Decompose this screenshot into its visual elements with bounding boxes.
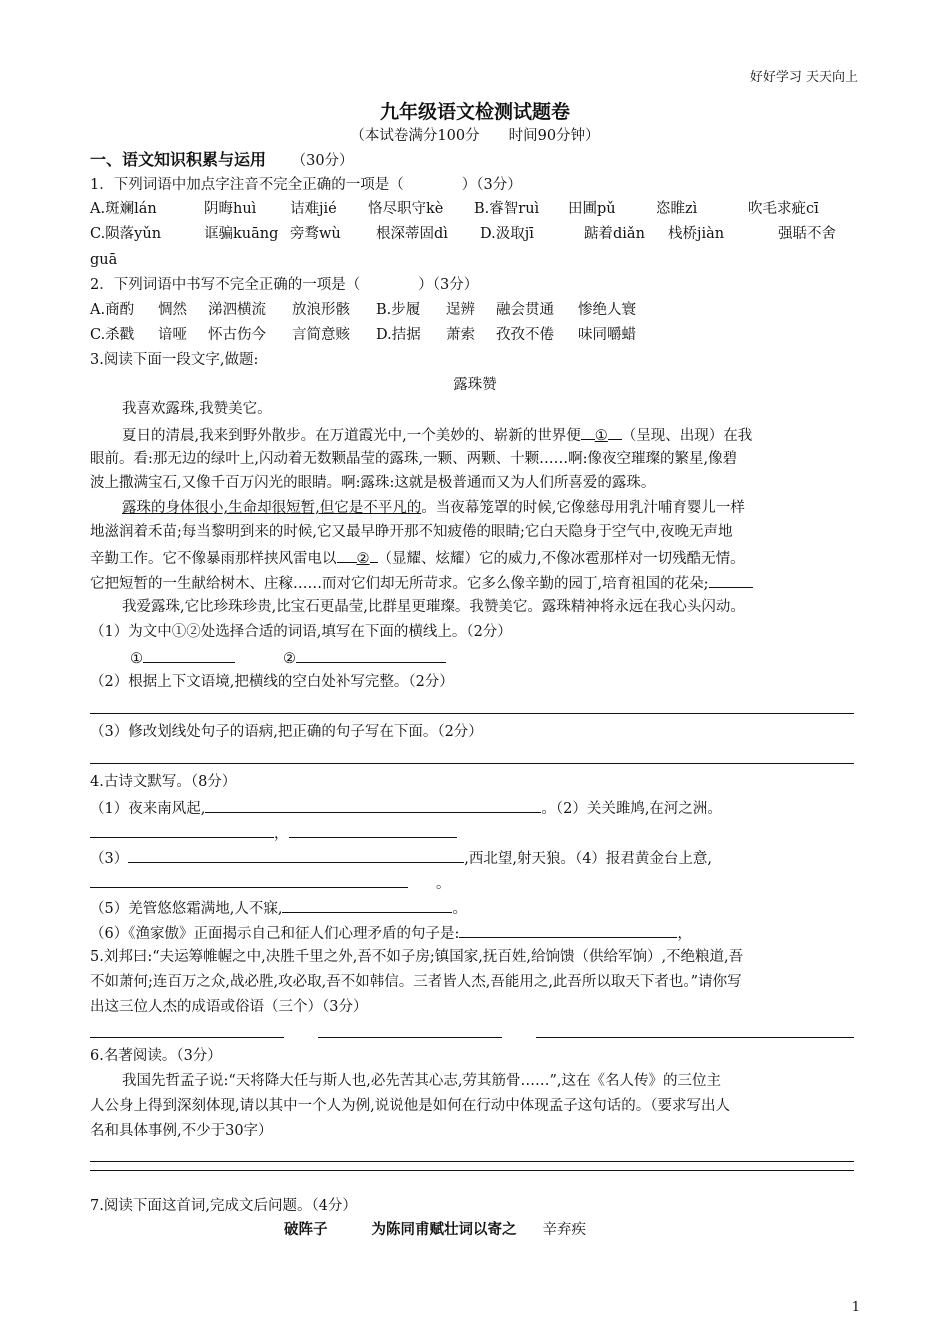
blank-2-right[interactable] [370, 547, 378, 563]
poem-subtitle: 为陈同甫赋壮词以寄之 [371, 1222, 517, 1238]
q1-a-1: A.斑斓lán [90, 201, 157, 217]
q1-c-2: 诓骗kuāng [204, 226, 279, 242]
q2-c-6: 萧索 [446, 327, 475, 343]
q1-a-3: 诘难jié [290, 201, 337, 217]
passage-p2-line1 [122, 424, 752, 446]
q4-5-prompt: （5）羌管悠悠霜满地,人不寐, [90, 901, 283, 917]
q3-sub1-answers [130, 647, 446, 669]
passage-p3-line2: 地滋润着禾苗;每当黎明到来的时候,它又最早睁开那不知疲倦的眼睛;它白天隐身于空气中,夜晚无声地 [90, 524, 733, 540]
q5-answer-3[interactable] [536, 1037, 854, 1038]
blank-1-marker: ① [594, 428, 608, 444]
q7-stem: 7.阅读下面这首词,完成文后问题。（4分） [90, 1198, 357, 1214]
q4-line5 [90, 897, 467, 919]
passage-p3-line1 [122, 498, 745, 518]
q4-line1 [90, 797, 722, 819]
q6-line1: 我国先哲孟子说:“天将降大任与斯人也,必先苦其心志,劳其筋骨……”,这在《名人传》的三位主 [122, 1073, 722, 1089]
q5-answer-1[interactable] [90, 1037, 284, 1038]
q3-stem: 3.阅读下面一段文字,做题: [90, 352, 259, 368]
q4-3-blank[interactable] [128, 847, 464, 863]
q4-4-blank[interactable] [90, 872, 408, 888]
q4-line2 [90, 822, 457, 844]
answer-1-line[interactable] [143, 647, 235, 663]
q1-c-5: D.汲取jī [480, 226, 534, 242]
q1-c-4: 根深蒂固dì [376, 226, 448, 242]
q1-a-5: B.睿智ruì [474, 201, 540, 217]
faulty-sentence: 露珠的身体很小,生命却很短暂,但它是不平凡的 [122, 500, 422, 516]
poem-heading [284, 1220, 586, 1240]
q2-c-2: 谙哑 [158, 327, 187, 343]
q4-line4 [90, 872, 451, 894]
q1-a-2: 阴晦huì [204, 201, 257, 217]
passage-p4: 我爱露珠,它比珍珠珍贵,比宝石更晶莹,比群星更璀璨。我赞美它。露珠精神将永远在我心头闪动。 [122, 599, 745, 615]
passage-p2-line2: 眼前。看:那无边的绿叶上,闪动着无数颗晶莹的露珠,一颗、两颗、十颗……啊:像夜空璀璨的繁星,像碧 [90, 451, 738, 467]
q2-a-5: B.步履 [376, 302, 421, 318]
q1-a-4: 恪尽职守kè [368, 201, 444, 217]
q2-c-4: 言简意赅 [292, 327, 350, 343]
q6-answer-line-1[interactable] [90, 1161, 854, 1162]
passage-p3-line4 [90, 572, 753, 594]
q4-line3 [90, 847, 712, 869]
q4-stem: 4.古诗文默写。（8分） [90, 774, 237, 790]
q4-6-comma: ， [677, 926, 692, 942]
q2-c-3: 怀古伤今 [208, 327, 266, 343]
q4-1-blank[interactable] [205, 797, 541, 813]
q2-a-6: 逞辨 [446, 302, 475, 318]
passage-p1: 我喜欢露珠,我赞美它。 [122, 401, 272, 417]
q1-a-6: 田圃pǔ [568, 201, 616, 217]
q3-sub3-answer-line[interactable] [90, 763, 854, 764]
passage-p2-text-b: （呈现、出现）在我 [621, 428, 753, 444]
blank-2-marker: ② [356, 551, 370, 567]
q4-2-comma: ， [274, 826, 289, 842]
answer-2-marker: ② [283, 651, 296, 667]
blank-2-left[interactable] [337, 547, 357, 563]
section-1-label: 一、语文知识积累与运用 [90, 150, 267, 169]
q2-c-8: 味同嚼蜡 [578, 327, 636, 343]
q6-line2: 人公身上得到深刻体现,请以其中一个人为例,说说他是如何在行动中体现孟子这句话的。（要求写出人 [90, 1098, 730, 1114]
poem-name: 破阵子 [284, 1222, 328, 1238]
blank-1-right[interactable] [608, 424, 622, 440]
q3-sub1: （1）为文中①②处选择合适的词语,填写在下面的横线上。（2分） [90, 624, 512, 640]
passage-p3-line3 [90, 547, 745, 569]
section-1-heading [90, 150, 354, 171]
answer-2-line[interactable] [296, 647, 446, 663]
q4-1-prompt: （1）夜来南风起, [90, 801, 206, 817]
q1-c-1: C.陨落yǔn [90, 226, 162, 242]
q4-5-period: 。 [452, 901, 467, 917]
q5-line3: 出这三位人杰的成语或俗语（三个）（3分） [90, 999, 368, 1015]
q4-2-prompt: 。（2）关关雎鸠,在河之洲。 [541, 801, 722, 817]
q2-c-1: C.杀戳 [90, 327, 135, 343]
q2-a-8: 惨绝人寰 [578, 302, 636, 318]
q4-3-prompt: （3） [90, 851, 129, 867]
fill-in-blank[interactable] [709, 572, 753, 588]
q1-c-6: 踮着diǎn [584, 226, 645, 242]
passage-p2-line3: 波上撒满宝石,又像千百万闪光的眼睛。啊:露珠:这就是极普通而又为人们所喜爱的露珠。 [90, 475, 656, 491]
section-1-points: （30分） [291, 153, 354, 169]
q4-2-blank-b[interactable] [289, 822, 457, 838]
q1-row-c-wrap: guā [90, 252, 118, 268]
page-title: 九年级语文检测试题卷 [379, 101, 570, 123]
q3-sub2: （2）根据上下文语境,把横线的空白处补写完整。（2分） [90, 674, 454, 690]
q6-line3: 名和具体事例,不少于30字） [90, 1123, 273, 1139]
q4-5-blank[interactable] [282, 897, 452, 913]
blank-1-left[interactable] [581, 424, 595, 440]
header-note: 好好学习 天天向上 [749, 70, 858, 85]
passage-p3-text-a: 辛勤工作。它不像暴雨那样挟风雷电以 [90, 551, 337, 567]
q1-a-8: 吹毛求疵cī [748, 201, 819, 217]
poem-author: 辛弃疾 [542, 1222, 586, 1238]
q1-stem: 1．下列词语中加点字注音不完全正确的一项是（ ）（3分） [90, 177, 522, 193]
passage-p2-text-a: 夏日的清晨,我来到野外散步。在万道霞光中,一个美妙的、崭新的世界便 [122, 428, 581, 444]
q4-3-4-text: ,西北望,射天狼。（4）报君黄金台上意, [464, 851, 713, 867]
q3-sub3: （3）修改划线处句子的语病,把正确的句子写在下面。（2分） [90, 724, 483, 740]
passage-p3-text-c: 它把短暂的一生献给树木、庄稼……而对它们却无所苛求。它多么像辛勤的园丁,培育祖国的花朵; [90, 576, 709, 592]
q1-c-7: 栈桥jiàn [668, 226, 725, 242]
q2-a-1: A.商酌 [90, 302, 135, 318]
q1-c-3: 旁骛wù [290, 226, 341, 242]
q5-answer-2[interactable] [318, 1037, 502, 1038]
q2-a-3: 涕泗横流 [208, 302, 266, 318]
q2-a-2: 惆然 [158, 302, 187, 318]
q4-4-period: 。 [436, 876, 451, 892]
page-number: 1 [851, 1300, 860, 1315]
q4-2-blank-a[interactable] [90, 822, 274, 838]
q6-answer-line-2[interactable] [90, 1170, 854, 1171]
q2-c-7: 孜孜不倦 [496, 327, 554, 343]
q2-stem: 2．下列词语中书写不完全正确的一项是（ ）（3分） [90, 277, 479, 293]
q5-line2: 不如萧何;连百万之众,战必胜,攻必取,吾不如韩信。三者皆人杰,吾能用之,此吾所以取天下者也。”请你写 [90, 974, 742, 990]
q4-6-blank[interactable] [459, 922, 677, 938]
q2-a-7: 融会贯通 [496, 302, 554, 318]
q2-a-4: 放浪形骸 [292, 302, 350, 318]
q4-6-prompt: （6）《渔家傲》正面揭示自己和征人们心理矛盾的句子是: [90, 926, 460, 942]
q4-line6 [90, 922, 692, 944]
page-subtitle: （本试卷满分100分 时间90分钟） [350, 128, 600, 144]
q6-stem: 6.名著阅读。（3分） [90, 1048, 222, 1064]
passage-p3-text-b: （显耀、炫耀）它的威力,不像冰雹那样对一切残酷无情。 [377, 551, 745, 567]
q5-line1: 5.刘邦曰:“夫运筹帷幄之中,决胜千里之外,吾不如子房;镇国家,抚百姓,给饷馈（供给军饷）,不绝粮道,吾 [90, 949, 744, 965]
q3-sub2-answer-line[interactable] [90, 713, 854, 714]
passage-p3-text: 。当夜幕笼罩的时候,它像慈母用乳汁哺育婴儿一样 [421, 500, 745, 516]
passage-title: 露珠赞 [453, 377, 497, 393]
q1-a-7: 恣睢zì [656, 201, 698, 217]
q2-c-5: D.拮据 [376, 327, 421, 343]
q1-c-8: 强聒不舍 [778, 226, 836, 242]
answer-1-marker: ① [130, 651, 143, 667]
